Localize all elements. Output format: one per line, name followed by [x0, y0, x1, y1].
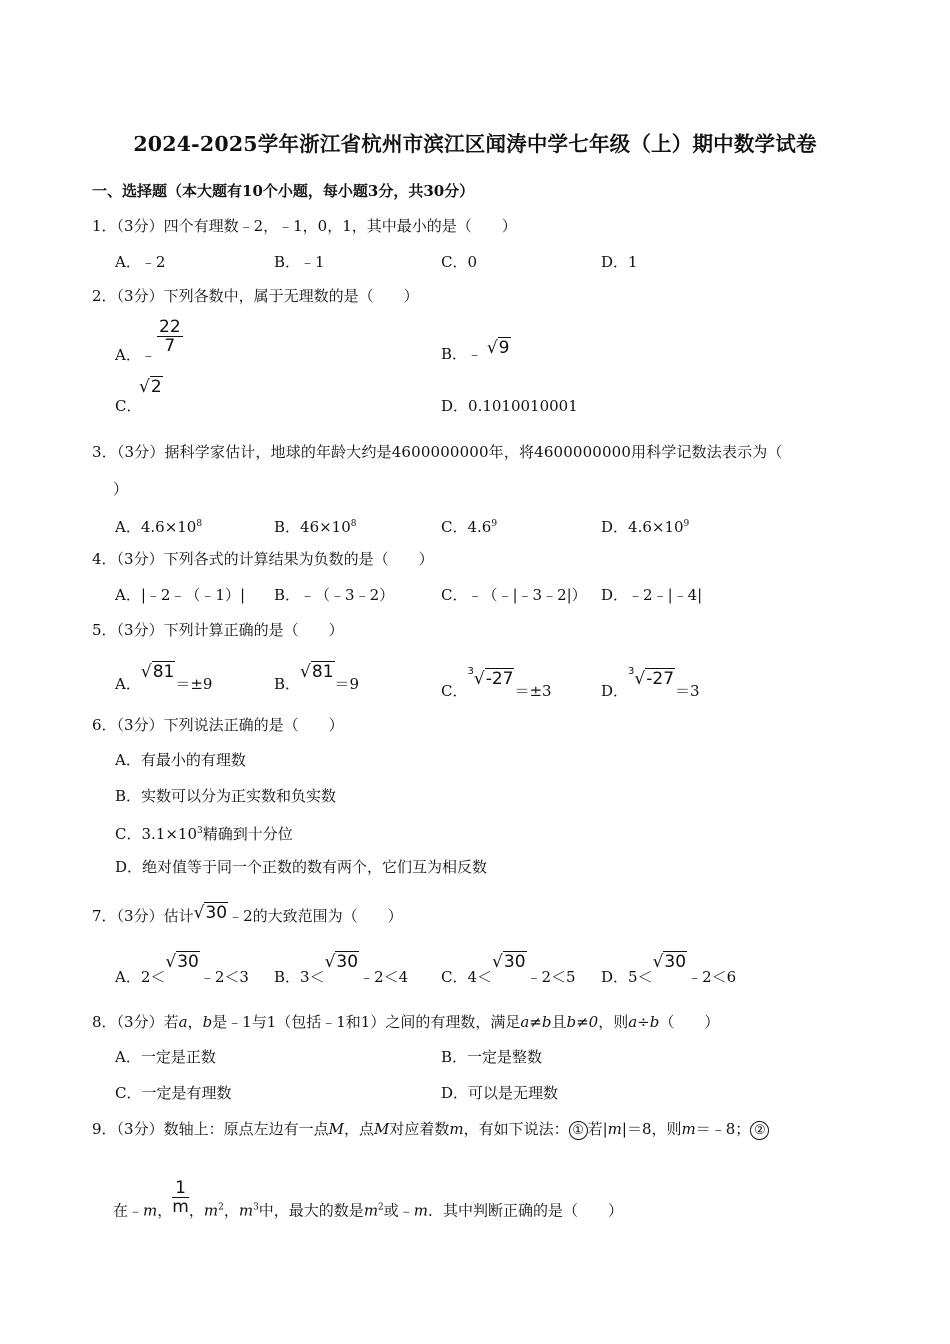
cube-root-expression: $^3$√-27	[467, 666, 514, 689]
question-4-option-d: D．﹣2﹣|﹣4|	[601, 586, 703, 604]
question-1-option-b: B．﹣1	[274, 253, 325, 271]
cube-root-expression: $^3$√-27	[628, 666, 675, 689]
fraction-numerator: 1	[172, 1179, 189, 1198]
radicand: 30	[205, 903, 228, 923]
option-text: A．2＜	[115, 968, 166, 986]
option-text-tail: 精确到十分位	[202, 825, 293, 843]
variable: m	[413, 1201, 429, 1220]
question-6-option-d: D．绝对值等于同一个正数的数有两个，它们互为相反数	[115, 858, 488, 876]
radicand: 30	[664, 952, 687, 972]
question-7-option-c	[441, 952, 576, 987]
variable: m	[363, 1201, 379, 1220]
exponent: 3	[253, 1202, 259, 1213]
question-4-stem: 4．（3分）下列各式的计算结果为负数的是（ ）	[92, 550, 434, 568]
option-text: ﹣2＜6	[687, 968, 737, 986]
option-text: C．3.1×10	[115, 825, 197, 843]
section-heading: 一、选择题（本大题有10个小题，每小题3分，共30分）	[92, 182, 475, 200]
expression: a÷b	[628, 1013, 660, 1031]
radicand: 30	[177, 952, 199, 972]
question-5-option-b	[274, 662, 360, 694]
option-text: A．4.6×10	[115, 518, 197, 536]
question-4-option-a: A．|﹣2﹣（﹣1）|	[115, 586, 246, 604]
radicand: 30	[336, 952, 359, 972]
question-2-stem: 2．（3分）下列各数中，属于无理数的是（ ）	[92, 287, 419, 305]
result: ＝±3	[514, 682, 552, 700]
variable: m	[449, 1120, 464, 1138]
question-6-option-c	[115, 821, 293, 844]
stem-text: |＝8，则	[621, 1120, 682, 1138]
question-6-stem: 6．（3分）下列说法正确的是（ ）	[92, 716, 344, 734]
radicand: -27	[485, 669, 514, 689]
stem-text: 在﹣	[113, 1201, 144, 1220]
condition: a≠b	[520, 1013, 552, 1031]
option-label: C．	[115, 397, 142, 415]
sqrt-expression: √30	[193, 903, 228, 923]
fraction-denominator: 7	[164, 336, 176, 356]
page-title: 2024-2025学年浙江省杭州市滨江区闻涛中学七年级（上）期中数学试卷	[133, 132, 817, 156]
question-9-stem-line-1	[92, 1119, 769, 1140]
result: ＝3	[675, 682, 700, 700]
option-label: D．	[601, 682, 629, 700]
variable: m	[143, 1201, 158, 1220]
question-5-option-a	[115, 662, 213, 694]
option-text: D．4.6×10	[601, 518, 684, 536]
condition: b≠0	[566, 1013, 599, 1031]
sqrt-expression: √81	[140, 662, 175, 682]
variable: m	[203, 1201, 219, 1220]
question-3-stem: 3．（3分）据科学家估计，地球的年龄大约是4600000000年，将4600000000用科学记数法表示为（	[92, 443, 783, 461]
option-label: B．	[274, 675, 301, 693]
question-7-option-d	[601, 952, 737, 987]
minus-sign: ﹣	[141, 346, 157, 364]
question-4-option-c: C．﹣（﹣|﹣3﹣2|）	[441, 586, 587, 604]
circled-number: ②	[750, 1121, 769, 1140]
stem-text: ．其中判断正确的是（ ）	[428, 1201, 624, 1220]
fraction	[172, 1179, 189, 1216]
stem-text: （ ）	[659, 1013, 720, 1031]
sqrt-expression: √30	[652, 952, 687, 972]
question-7-option-b	[274, 952, 409, 987]
question-8-stem	[92, 1012, 719, 1032]
circled-number: ①	[569, 1121, 588, 1140]
option-text: ﹣2＜3	[199, 968, 249, 986]
exponent: 3	[197, 826, 203, 836]
option-text: B．46×10	[274, 518, 351, 536]
question-9-stem-line-2	[113, 1178, 624, 1230]
question-8-option-a: A．一定是正数	[115, 1048, 216, 1066]
question-7-option-a	[115, 952, 249, 987]
question-7-stem	[92, 903, 403, 926]
option-text: ﹣2＜4	[359, 968, 409, 986]
root-index: 3	[628, 666, 635, 677]
stem-text: ﹣2的大致范围为（ ）	[228, 907, 403, 925]
sqrt-expression: √9	[486, 338, 510, 358]
sqrt-expression: √2	[139, 377, 162, 397]
stem-text: 中，最大的数是	[258, 1201, 364, 1220]
option-label: A．	[115, 346, 141, 364]
fraction-numerator: 22	[159, 317, 181, 337]
exponent: 2	[378, 1202, 384, 1213]
question-3-option-a	[115, 514, 202, 537]
variable: a	[178, 1013, 188, 1031]
question-8-option-c: C．一定是有理数	[115, 1084, 232, 1102]
question-1-option-a: A．﹣2	[115, 253, 166, 271]
stem-text: 或﹣	[383, 1201, 414, 1220]
radicand: 81	[152, 662, 175, 682]
option-label: B．	[441, 345, 468, 363]
option-text: C．4＜	[441, 968, 493, 986]
question-3-option-d	[601, 514, 689, 537]
option-text: C．4.6	[441, 518, 492, 536]
stem-text: ，	[188, 1201, 204, 1220]
stem-text: ，	[157, 1201, 173, 1220]
question-6-option-a: A．有最小的有理数	[115, 751, 246, 769]
result: ＝9	[334, 675, 360, 693]
stem-text: ，有如下说法：	[463, 1120, 569, 1138]
question-2-option-d: D．0.1010010001	[441, 397, 578, 415]
variable: M	[373, 1120, 390, 1138]
question-8-option-d: D．可以是无理数	[441, 1084, 559, 1102]
fraction-denominator: m	[172, 1197, 189, 1217]
stem-text: ，	[223, 1201, 239, 1220]
option-label: C．	[441, 682, 468, 700]
fraction	[157, 318, 183, 355]
exponent: 9	[683, 519, 690, 529]
stem-text: 对应着数	[389, 1120, 450, 1138]
stem-text: ，则	[598, 1013, 629, 1031]
question-3-stem-end: ）	[113, 480, 129, 498]
sqrt-expression: √81	[300, 662, 334, 682]
radicand: -27	[646, 669, 675, 689]
question-5-stem: 5．（3分）下列计算正确的是（ ）	[92, 621, 344, 639]
exponent: 9	[491, 519, 498, 529]
stem-text: 7．（3分）估计	[92, 907, 194, 925]
root-index: 3	[467, 666, 474, 677]
question-1-stem: 1．（3分）四个有理数﹣2，﹣1，0，1，其中最小的是（ ）	[92, 217, 517, 235]
result: ＝±9	[175, 675, 213, 693]
question-3-option-c	[441, 514, 497, 537]
radicand: 81	[311, 662, 334, 682]
question-6-option-b: B．实数可以分为正实数和负实数	[115, 787, 337, 805]
radicand: 2	[150, 377, 162, 397]
question-1-option-c: C．0	[441, 253, 478, 271]
stem-text: 是﹣1与1（包括﹣1和1）之间的有理数，满足	[212, 1013, 521, 1031]
variable: m	[607, 1120, 622, 1138]
sqrt-expression: √30	[492, 952, 526, 972]
minus-sign: ﹣	[467, 345, 483, 363]
variable: b	[202, 1013, 213, 1031]
exponent: 8	[196, 519, 203, 529]
stem-text: 且	[551, 1013, 567, 1031]
question-2-option-b	[441, 338, 511, 364]
option-text: B．3＜	[274, 968, 325, 986]
variable: m	[681, 1120, 696, 1138]
option-text: D．5＜	[601, 968, 653, 986]
variable: m	[238, 1201, 254, 1220]
stem-text: ，点	[343, 1120, 374, 1138]
exponent: 2	[218, 1202, 224, 1213]
stem-text: 9．（3分）数轴上：原点左边有一点	[92, 1120, 329, 1138]
sqrt-expression: √30	[165, 952, 199, 972]
question-4-option-b: B．﹣（﹣3﹣2）	[274, 586, 395, 604]
sqrt-expression: √30	[324, 952, 359, 972]
question-2-option-c	[115, 377, 162, 416]
stem-text: ，	[187, 1013, 203, 1031]
exponent: 8	[350, 519, 357, 529]
radicand: 30	[503, 952, 526, 972]
question-3-option-b	[274, 514, 357, 537]
option-label: A．	[115, 675, 141, 693]
question-5-option-c	[441, 666, 552, 701]
option-text: ﹣2＜5	[526, 968, 576, 986]
question-5-option-d	[601, 666, 700, 701]
stem-text: 8．（3分）若	[92, 1013, 179, 1031]
question-8-option-b: B．一定是整数	[441, 1048, 543, 1066]
radicand: 9	[498, 338, 510, 358]
stem-text: ＝﹣8；	[695, 1120, 751, 1138]
question-1-option-d: D．1	[601, 253, 638, 271]
stem-text: 若|	[587, 1120, 608, 1138]
variable: M	[328, 1120, 344, 1138]
